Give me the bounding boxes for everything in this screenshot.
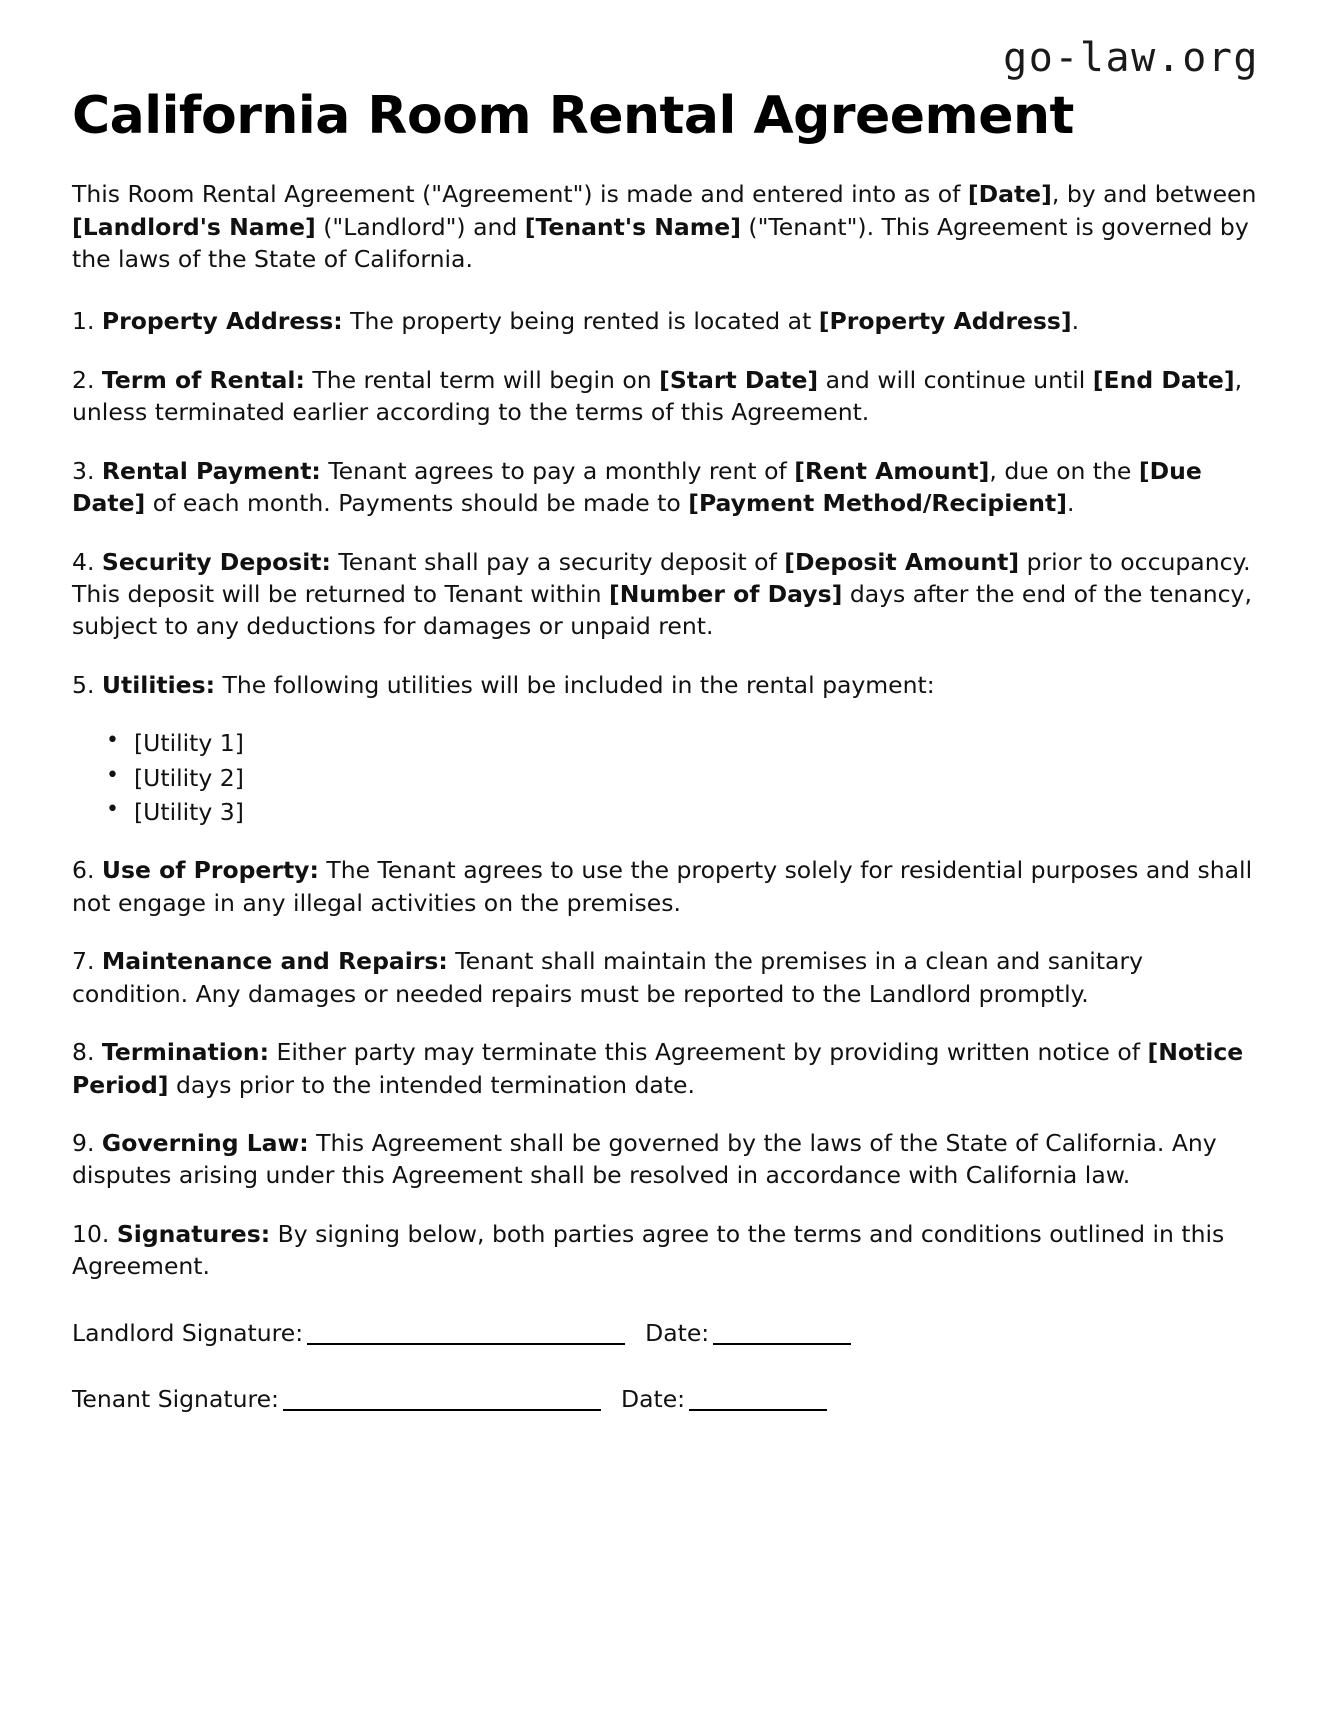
section-2-text-1: The rental term will begin on: [304, 365, 660, 394]
section-5-heading: Utilities:: [101, 670, 215, 699]
intro-text-2: , by and between: [1051, 180, 1257, 209]
placeholder-end-date: [End Date]: [1092, 365, 1235, 394]
placeholder-due-date: [Due Date]: [72, 456, 1202, 518]
section-8-termination: [72, 1036, 1259, 1101]
placeholder-start-date: [Start Date]: [659, 365, 819, 394]
section-9-text-1: This Agreement shall be governed by the laws of the State of California. Any disputes arising under this Agreement shall be resolved in accordance with California law.: [72, 1129, 1217, 1190]
section-2-number: 2.: [72, 365, 95, 394]
section-8-text-1: Either party may terminate this Agreement by providing written notice of: [269, 1038, 1148, 1067]
section-3-text-3: of each month. Payments should be made to: [145, 489, 689, 518]
section-10-signatures: [72, 1218, 1259, 1283]
intro-text-3: ("Landlord") and: [315, 212, 525, 241]
site-watermark: go-law.org: [1003, 35, 1259, 81]
section-5-number: 5.: [72, 670, 95, 699]
section-6-text-1: The Tenant agrees to use the property solely for residential purposes and shall not engage in any illegal activities on the premises.: [72, 856, 1253, 917]
intro-text-1: This Room Rental Agreement ("Agreement") is made and entered into as of: [72, 180, 968, 209]
section-10-text-1: By signing below, both parties agree to the terms and conditions outlined in this Agreement.: [72, 1219, 1225, 1281]
signature-block: [72, 1317, 1259, 1416]
list-item: • [Utility 2]: [134, 762, 1259, 794]
section-10-heading: Signatures:: [116, 1219, 271, 1248]
section-3-text-2: , due on the: [989, 456, 1139, 485]
section-9-heading: Governing Law:: [101, 1129, 309, 1158]
placeholder-tenant-name: [Tenant's Name]: [524, 212, 741, 241]
utilities-list: [72, 727, 1259, 828]
placeholder-property-address: [Property Address]: [818, 307, 1072, 336]
section-6-heading: Use of Property:: [101, 856, 319, 885]
section-8-number: 8.: [72, 1038, 95, 1067]
tenant-date-label: Date:: [620, 1385, 686, 1414]
section-7-text-1: Tenant shall maintain the premises in a clean and sanitary condition. Any damages or needed repairs must be reported to the Landlord promptly.: [72, 947, 1144, 1008]
landlord-signature-row: [72, 1317, 1259, 1349]
section-1-heading: Property Address:: [101, 307, 343, 336]
section-3-text-1: Tenant agrees to pay a monthly rent of: [320, 456, 795, 485]
section-7-maintenance-and-repairs: [72, 945, 1259, 1010]
section-6-number: 6.: [72, 856, 95, 885]
section-4-heading: Security Deposit:: [101, 547, 331, 576]
tenant-signature-row: [72, 1383, 1259, 1415]
section-2-text-2: and will continue until: [818, 365, 1093, 394]
section-6-use-of-property: [72, 854, 1259, 919]
section-4-text-3: days after the end of the tenancy, subject to any deductions for damages or unpaid rent.: [72, 579, 1252, 641]
section-4-text-2: prior to occupancy. This deposit will be returned to Tenant within: [72, 547, 1251, 608]
tenant-signature-label: Tenant Signature:: [72, 1385, 279, 1414]
section-3-rental-payment: [72, 455, 1259, 520]
section-2-heading: Term of Rental:: [101, 365, 305, 394]
landlord-date-line[interactable]: [713, 1343, 851, 1345]
section-4-security-deposit: [72, 546, 1259, 643]
section-1-property-address: [72, 305, 1259, 337]
intro-text-4: ("Tenant"). This Agreement is governed by the laws of the State of California.: [72, 212, 1249, 273]
placeholder-number-of-days: [Number of Days]: [608, 579, 843, 608]
list-item: • [Utility 1]: [134, 727, 1259, 759]
section-2-text-3: , unless terminated earlier according to the terms of this Agreement.: [72, 365, 1243, 427]
section-3-text-4: .: [1066, 489, 1075, 518]
landlord-date-label: Date:: [645, 1318, 710, 1347]
section-7-number: 7.: [72, 947, 95, 976]
placeholder-payment-method: [Payment Method/Recipient]: [688, 489, 1067, 518]
landlord-signature-label: Landlord Signature:: [72, 1318, 304, 1347]
section-3-number: 3.: [72, 456, 95, 485]
section-4-number: 4.: [72, 547, 95, 576]
section-5-text-1: The following utilities will be included in the rental payment:: [215, 670, 935, 699]
section-1-text-1: The property being rented is located at: [342, 307, 819, 336]
intro-paragraph: [72, 178, 1259, 275]
section-10-number: 10.: [72, 1219, 110, 1248]
tenant-signature-line[interactable]: [283, 1409, 601, 1411]
list-item: • [Utility 3]: [134, 796, 1259, 828]
section-3-heading: Rental Payment:: [101, 456, 321, 485]
section-8-heading: Termination:: [101, 1038, 270, 1067]
placeholder-landlord-name: [Landlord's Name]: [72, 212, 316, 241]
section-2-term-of-rental: [72, 364, 1259, 429]
section-5-utilities: [72, 669, 1259, 701]
page-title: California Room Rental Agreement: [72, 86, 1074, 146]
tenant-date-line[interactable]: [689, 1409, 827, 1411]
placeholder-notice-period: [Notice Period]: [72, 1038, 1244, 1099]
section-4-text-1: Tenant shall pay a security deposit of: [330, 547, 785, 576]
placeholder-date: [Date]: [967, 180, 1052, 209]
section-8-text-2: days prior to the intended termination date.: [168, 1070, 695, 1099]
section-1-number: 1.: [72, 307, 95, 336]
section-9-number: 9.: [72, 1129, 95, 1158]
landlord-signature-line[interactable]: [307, 1343, 625, 1345]
placeholder-deposit-amount: [Deposit Amount]: [784, 547, 1020, 576]
section-1-text-2: .: [1071, 307, 1080, 336]
section-7-heading: Maintenance and Repairs:: [101, 947, 448, 976]
section-9-governing-law: [72, 1127, 1259, 1192]
document-body: [72, 178, 1259, 1415]
placeholder-rent-amount: [Rent Amount]: [794, 456, 990, 485]
